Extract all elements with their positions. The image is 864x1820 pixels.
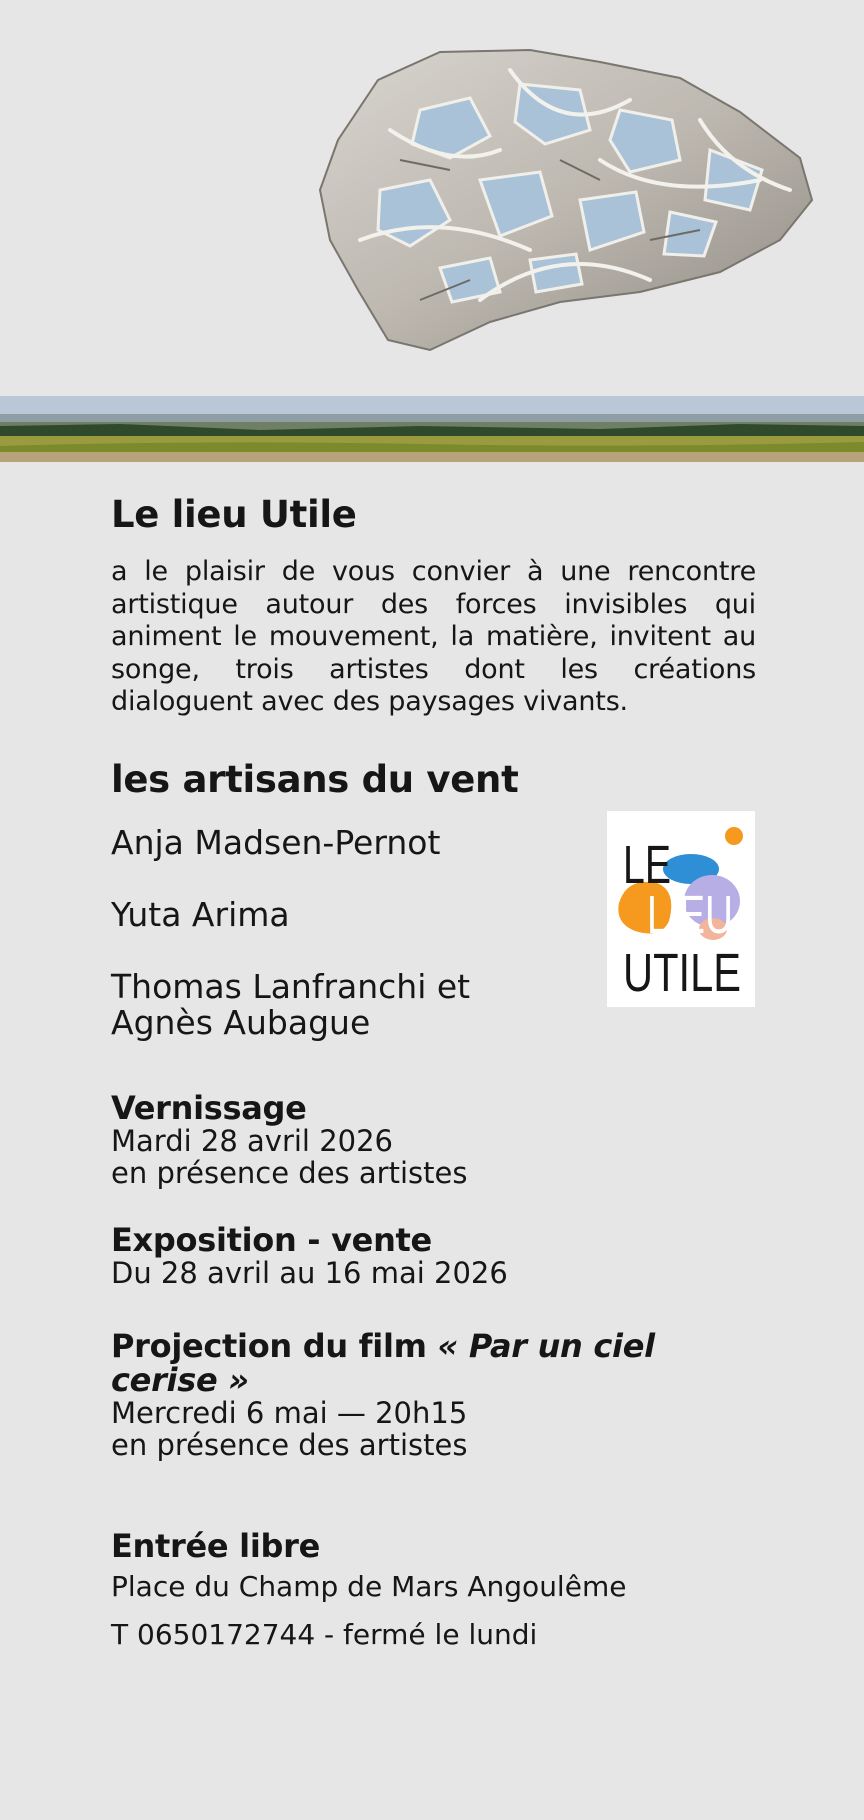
artist-name: Thomas Lanfranchi et Agnès Aubague <box>111 966 471 1042</box>
logo-line-2: LIEU <box>647 885 733 945</box>
entry-title: Entrée libre <box>111 1526 320 1565</box>
projection-note: en présence des artistes <box>111 1427 468 1462</box>
projection-date: Mercredi 6 mai — 20h15 <box>111 1395 468 1430</box>
projection-block <box>111 1326 756 1462</box>
hero-area <box>0 0 864 396</box>
content-column <box>111 490 756 1659</box>
exposition-block <box>111 1220 756 1290</box>
vernissage-title: Vernissage <box>111 1088 307 1127</box>
crumpled-paper-sculpture-image <box>300 40 840 370</box>
vernissage-block <box>111 1088 756 1190</box>
logo-line-1: LE <box>623 835 671 895</box>
logo-orange-dot <box>725 827 743 845</box>
logo-line-3: UTILE <box>623 943 741 1003</box>
artist-name: Anja Madsen-Pernot <box>111 822 441 862</box>
contact-line: T 0650172744 - fermé le lundi <box>111 1617 538 1651</box>
film-title: « Par un ciel cerise » <box>111 1326 655 1399</box>
artist-name: Yuta Arima <box>111 894 290 934</box>
exposition-dates: Du 28 avril au 16 mai 2026 <box>111 1255 508 1290</box>
landscape-strip-image <box>0 396 864 462</box>
intro-text: a le plaisir de vous convier à une rencontre artistique autour des forces invisibles qui animent le mouvement, la matière, invitent au songe, trois artistes dont les créations dialoguent avec des paysages vivants. <box>111 556 756 717</box>
vernissage-date: Mardi 28 avril 2026 <box>111 1123 393 1158</box>
exposition-title: Exposition - vente <box>111 1220 432 1259</box>
projection-title <box>111 1326 756 1399</box>
projection-title-prefix: Projection du film <box>111 1326 438 1365</box>
intro-title: Le lieu Utile <box>111 493 357 536</box>
address-line: Place du Champ de Mars Angoulême <box>111 1569 627 1603</box>
artisans-title: les artisans du vent <box>111 757 519 801</box>
footer-block <box>111 1526 756 1659</box>
vernissage-note: en présence des artistes <box>111 1155 468 1190</box>
lieu-utile-logo <box>607 811 755 1007</box>
